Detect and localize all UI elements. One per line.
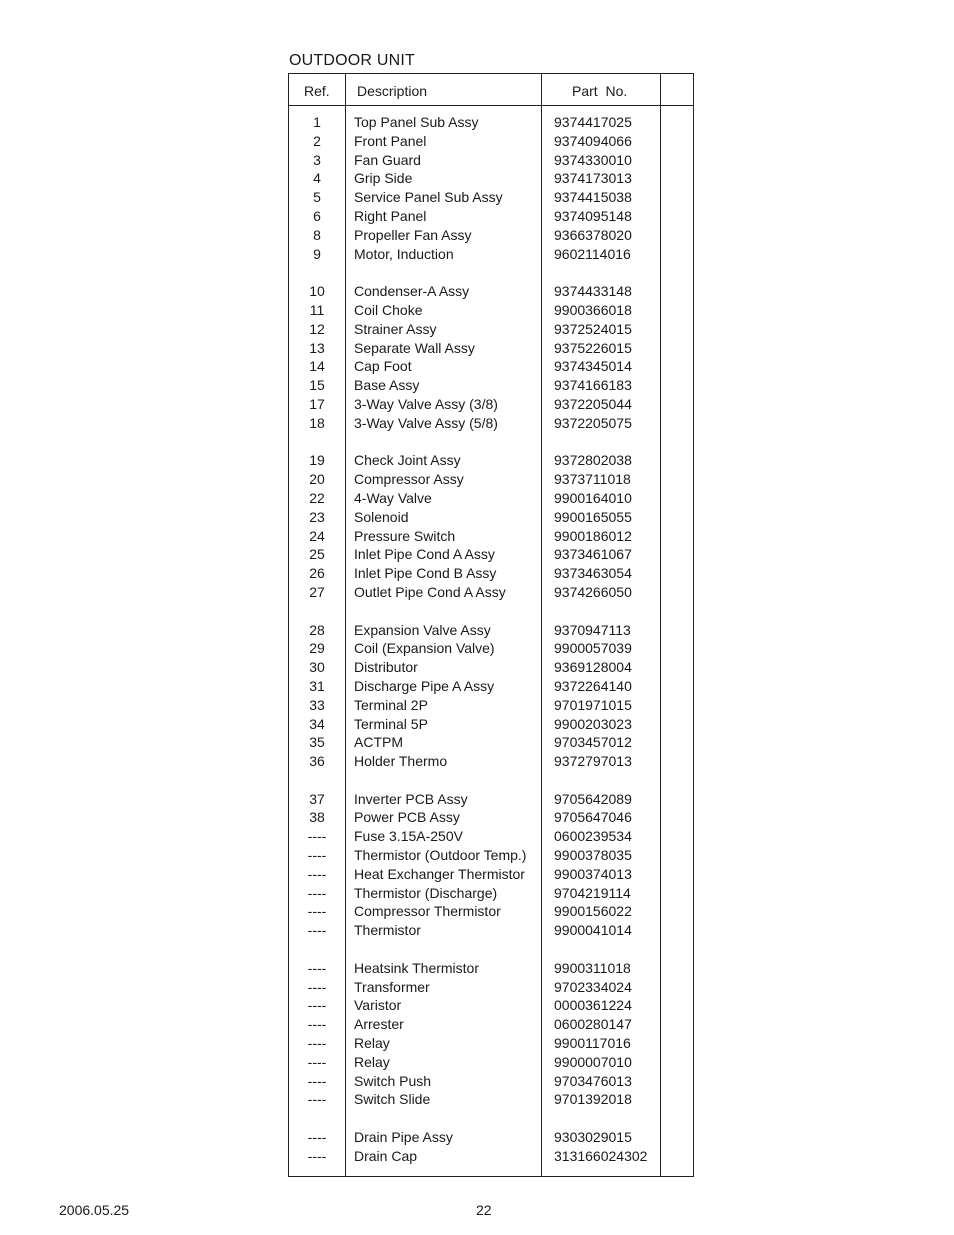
- table-row: [289, 414, 693, 433]
- ref-cell: 29: [309, 640, 325, 657]
- description-cell: Front Panel: [354, 132, 427, 149]
- ref-cell: 20: [309, 471, 325, 488]
- part-number-cell: 9602114016: [554, 245, 631, 262]
- table-row: [289, 1090, 693, 1109]
- table-row: [289, 715, 693, 734]
- description-cell: Relay: [354, 1053, 390, 1070]
- table-row: [289, 752, 693, 771]
- table-row: [289, 169, 693, 188]
- description-cell: Switch Push: [354, 1072, 432, 1089]
- description-cell: Expansion Valve Assy: [354, 621, 491, 638]
- ref-cell: ----: [307, 1016, 327, 1033]
- part-number-cell: 9900378035: [554, 847, 632, 864]
- ref-cell: 1: [313, 114, 321, 130]
- row-group: [289, 113, 693, 263]
- table-row: [289, 921, 693, 940]
- table-row: [289, 545, 693, 564]
- ref-cell: ----: [307, 884, 327, 901]
- table-row: [289, 865, 693, 884]
- part-number-cell: 9374415038: [554, 189, 632, 206]
- ref-cell: 2: [313, 132, 321, 149]
- ref-cell: 35: [309, 734, 325, 751]
- part-number-cell: 9701971015: [554, 696, 632, 713]
- description-cell: Switch Slide: [354, 1091, 431, 1108]
- ref-cell: 30: [309, 659, 325, 676]
- description-cell: Cap Foot: [354, 358, 412, 375]
- table-row: [289, 978, 693, 997]
- part-number-cell: 9703476013: [554, 1072, 632, 1089]
- description-cell: Service Panel Sub Assy: [354, 189, 503, 206]
- part-number-cell: 9366378020: [554, 226, 632, 243]
- description-cell: Holder Thermo: [354, 753, 448, 770]
- description-cell: Inlet Pipe Cond B Assy: [354, 565, 497, 582]
- table-row: [289, 733, 693, 752]
- description-cell: Thermistor (Outdoor Temp.): [354, 847, 527, 864]
- part-number-cell: 9900117016: [554, 1035, 631, 1052]
- part-number-cell: 9374094066: [554, 132, 632, 149]
- ref-cell: ----: [307, 828, 327, 845]
- part-number-cell: 9900057039: [554, 640, 632, 657]
- table-row: [289, 696, 693, 715]
- description-cell: Relay: [354, 1035, 390, 1052]
- description-cell: Discharge Pipe A Assy: [354, 677, 495, 694]
- ref-cell: 28: [309, 621, 325, 638]
- part-number-cell: 9303029015: [554, 1129, 632, 1146]
- description-cell: Grip Side: [354, 170, 413, 187]
- header-divider: [289, 105, 693, 106]
- table-row: [289, 583, 693, 602]
- description-cell: 3-Way Valve Assy (3/8): [354, 395, 498, 412]
- table-row: [289, 188, 693, 207]
- table-row: [289, 1147, 693, 1166]
- part-number-cell: 9900311018: [554, 959, 631, 976]
- part-number-cell: 9373461067: [554, 546, 632, 563]
- row-group: [289, 451, 693, 601]
- table-row: [289, 902, 693, 921]
- part-number-cell: 0000361224: [554, 997, 632, 1014]
- description-cell: Heatsink Thermistor: [354, 959, 480, 976]
- part-number-cell: 9900041014: [554, 922, 632, 939]
- ref-cell: 3: [313, 151, 321, 168]
- part-number-cell: 9374433148: [554, 283, 632, 300]
- table-row: [289, 339, 693, 358]
- description-cell: Terminal 2P: [354, 696, 428, 713]
- section-title: OUTDOOR UNIT: [289, 52, 415, 69]
- ref-cell: 34: [309, 715, 325, 732]
- ref-cell: ----: [307, 1147, 327, 1164]
- ref-cell: ----: [307, 1035, 327, 1052]
- table-row: [289, 320, 693, 339]
- row-group: [289, 790, 693, 940]
- description-cell: Coil Choke: [354, 301, 423, 318]
- table-row: [289, 508, 693, 527]
- description-cell: Heat Exchanger Thermistor: [354, 865, 525, 882]
- part-number-cell: 9374095148: [554, 207, 632, 224]
- description-cell: Base Assy: [354, 377, 420, 394]
- table-row: [289, 658, 693, 677]
- ref-cell: ----: [307, 847, 327, 864]
- table-row: [289, 527, 693, 546]
- ref-cell: 18: [309, 414, 325, 431]
- part-number-cell: 9900374013: [554, 865, 632, 882]
- ref-cell: 10: [309, 283, 325, 300]
- part-number-cell: 9705647046: [554, 809, 632, 826]
- description-cell: Thermistor: [354, 922, 421, 939]
- description-cell: Solenoid: [354, 508, 409, 525]
- part-number-cell: 9900203023: [554, 715, 632, 732]
- ref-cell: 6: [313, 207, 321, 224]
- row-group: [289, 1128, 693, 1166]
- table-row: [289, 207, 693, 226]
- ref-cell: 13: [309, 339, 325, 356]
- table-row: [289, 1072, 693, 1091]
- part-number-cell: 9374166183: [554, 377, 632, 394]
- ref-cell: 27: [309, 583, 325, 600]
- part-number-cell: 9702334024: [554, 978, 632, 995]
- description-cell: ACTPM: [354, 734, 403, 751]
- table-row: [289, 996, 693, 1015]
- table-row: [289, 1015, 693, 1034]
- part-number-cell: 9369128004: [554, 659, 632, 676]
- part-number-cell: 9372264140: [554, 677, 632, 694]
- part-number-cell: 0600280147: [554, 1016, 632, 1033]
- part-number-cell: 9373463054: [554, 565, 632, 582]
- part-number-cell: 9701392018: [554, 1091, 632, 1108]
- table-row: [289, 621, 693, 640]
- part-number-cell: 9373711018: [554, 471, 631, 488]
- description-cell: Transformer: [354, 978, 430, 995]
- part-number-cell: 9900165055: [554, 508, 632, 525]
- ref-cell: 33: [309, 696, 325, 713]
- table-row: [289, 113, 693, 132]
- table-row: [289, 846, 693, 865]
- row-group: [289, 621, 693, 771]
- table-row: [289, 1053, 693, 1072]
- row-group: [289, 959, 693, 1109]
- description-cell: Thermistor (Discharge): [354, 884, 498, 901]
- ref-cell: ----: [307, 959, 327, 976]
- ref-cell: 24: [309, 527, 325, 544]
- description-cell: Coil (Expansion Valve): [354, 640, 495, 657]
- ref-cell: ----: [307, 997, 327, 1014]
- header-ref: Ref.: [304, 83, 330, 99]
- description-cell: Varistor: [354, 997, 402, 1014]
- part-number-cell: 9374330010: [554, 151, 632, 168]
- ref-cell: 31: [309, 677, 325, 694]
- part-number-cell: 9372205075: [554, 414, 632, 431]
- table-row: [289, 790, 693, 809]
- description-cell: Separate Wall Assy: [354, 339, 475, 356]
- part-number-cell: 9374266050: [554, 583, 632, 600]
- description-cell: Compressor Assy: [354, 471, 464, 488]
- table-row: [289, 1128, 693, 1147]
- header-part-no: Part No.: [572, 83, 628, 99]
- ref-cell: ----: [307, 978, 327, 995]
- table-row: [289, 564, 693, 583]
- table-row: [289, 376, 693, 395]
- part-number-cell: 9370947113: [554, 621, 631, 638]
- description-cell: 3-Way Valve Assy (5/8): [354, 414, 498, 431]
- description-cell: Fuse 3.15A-250V: [354, 828, 463, 845]
- description-cell: Drain Pipe Assy: [354, 1129, 453, 1146]
- part-number-cell: 9372797013: [554, 753, 632, 770]
- parts-table: [288, 73, 694, 1177]
- description-cell: Check Joint Assy: [354, 452, 461, 469]
- table-row: [289, 959, 693, 978]
- part-number-cell: 9703457012: [554, 734, 632, 751]
- table-row: [289, 489, 693, 508]
- description-cell: Right Panel: [354, 207, 427, 224]
- row-group: [289, 282, 693, 432]
- description-cell: Top Panel Sub Assy: [354, 114, 479, 130]
- part-number-cell: 9374417025: [554, 114, 632, 130]
- description-cell: Pressure Switch: [354, 527, 456, 544]
- description-cell: Inverter PCB Assy: [354, 790, 468, 807]
- part-number-cell: 9900366018: [554, 301, 632, 318]
- page-number: 22: [476, 1202, 492, 1218]
- table-row: [289, 151, 693, 170]
- description-cell: 4-Way Valve: [354, 489, 432, 506]
- ref-cell: 9: [313, 245, 321, 262]
- table-row: [289, 808, 693, 827]
- table-row: [289, 132, 693, 151]
- ref-cell: 15: [309, 377, 325, 394]
- part-number-cell: 9900186012: [554, 527, 632, 544]
- table-row: [289, 639, 693, 658]
- ref-cell: 14: [309, 358, 325, 375]
- description-cell: Propeller Fan Assy: [354, 226, 472, 243]
- table-row: [289, 884, 693, 903]
- ref-cell: 12: [309, 320, 325, 337]
- description-cell: Power PCB Assy: [354, 809, 460, 826]
- ref-cell: 23: [309, 508, 325, 525]
- description-cell: Compressor Thermistor: [354, 903, 501, 920]
- part-number-cell: 9372205044: [554, 395, 632, 412]
- part-number-cell: 9705642089: [554, 790, 632, 807]
- ref-cell: 36: [309, 753, 325, 770]
- table-row: [289, 1034, 693, 1053]
- table-row: [289, 226, 693, 245]
- part-number-cell: 9900007010: [554, 1053, 632, 1070]
- description-cell: Outlet Pipe Cond A Assy: [354, 583, 506, 600]
- table-row: [289, 677, 693, 696]
- ref-cell: 37: [309, 790, 325, 807]
- parts-list: [289, 113, 693, 1184]
- ref-cell: ----: [307, 1053, 327, 1070]
- table-row: [289, 827, 693, 846]
- ref-cell: 38: [309, 809, 325, 826]
- footer-date: 2006.05.25: [59, 1202, 130, 1218]
- part-number-cell: 9704219114: [554, 884, 631, 901]
- table-row: [289, 395, 693, 414]
- description-cell: Inlet Pipe Cond A Assy: [354, 546, 495, 563]
- table-row: [289, 301, 693, 320]
- ref-cell: 22: [309, 489, 325, 506]
- ref-cell: 5: [313, 189, 321, 206]
- ref-cell: 26: [309, 565, 325, 582]
- ref-cell: ----: [307, 1091, 327, 1108]
- part-number-cell: 9900164010: [554, 489, 632, 506]
- ref-cell: 8: [313, 226, 321, 243]
- ref-cell: ----: [307, 922, 327, 939]
- ref-cell: ----: [307, 1072, 327, 1089]
- part-number-cell: 0600239534: [554, 828, 632, 845]
- part-number-cell: 9372524015: [554, 320, 632, 337]
- ref-cell: 4: [313, 170, 321, 187]
- description-cell: Arrester: [354, 1016, 404, 1033]
- description-cell: Distributor: [354, 659, 418, 676]
- header-description: Description: [357, 83, 428, 99]
- part-number-cell: 9372802038: [554, 452, 632, 469]
- table-row: [289, 357, 693, 376]
- table-row: [289, 245, 693, 264]
- table-row: [289, 451, 693, 470]
- part-number-cell: 313166024302: [554, 1147, 648, 1164]
- description-cell: Terminal 5P: [354, 715, 428, 732]
- description-cell: Motor, Induction: [354, 245, 454, 262]
- ref-cell: ----: [307, 865, 327, 882]
- part-number-cell: 9374345014: [554, 358, 632, 375]
- ref-cell: ----: [307, 903, 327, 920]
- ref-cell: 11: [309, 301, 325, 318]
- description-cell: Strainer Assy: [354, 320, 437, 337]
- ref-cell: ----: [307, 1129, 327, 1146]
- ref-cell: 17: [309, 395, 325, 412]
- part-number-cell: 9374173013: [554, 170, 632, 187]
- ref-cell: 25: [309, 546, 325, 563]
- description-cell: Drain Cap: [354, 1147, 418, 1164]
- table-row: [289, 470, 693, 489]
- table-row: [289, 282, 693, 301]
- part-number-cell: 9900156022: [554, 903, 632, 920]
- ref-cell: 19: [309, 452, 325, 469]
- description-cell: Condenser-A Assy: [354, 283, 470, 300]
- part-number-cell: 9375226015: [554, 339, 632, 356]
- description-cell: Fan Guard: [354, 151, 421, 168]
